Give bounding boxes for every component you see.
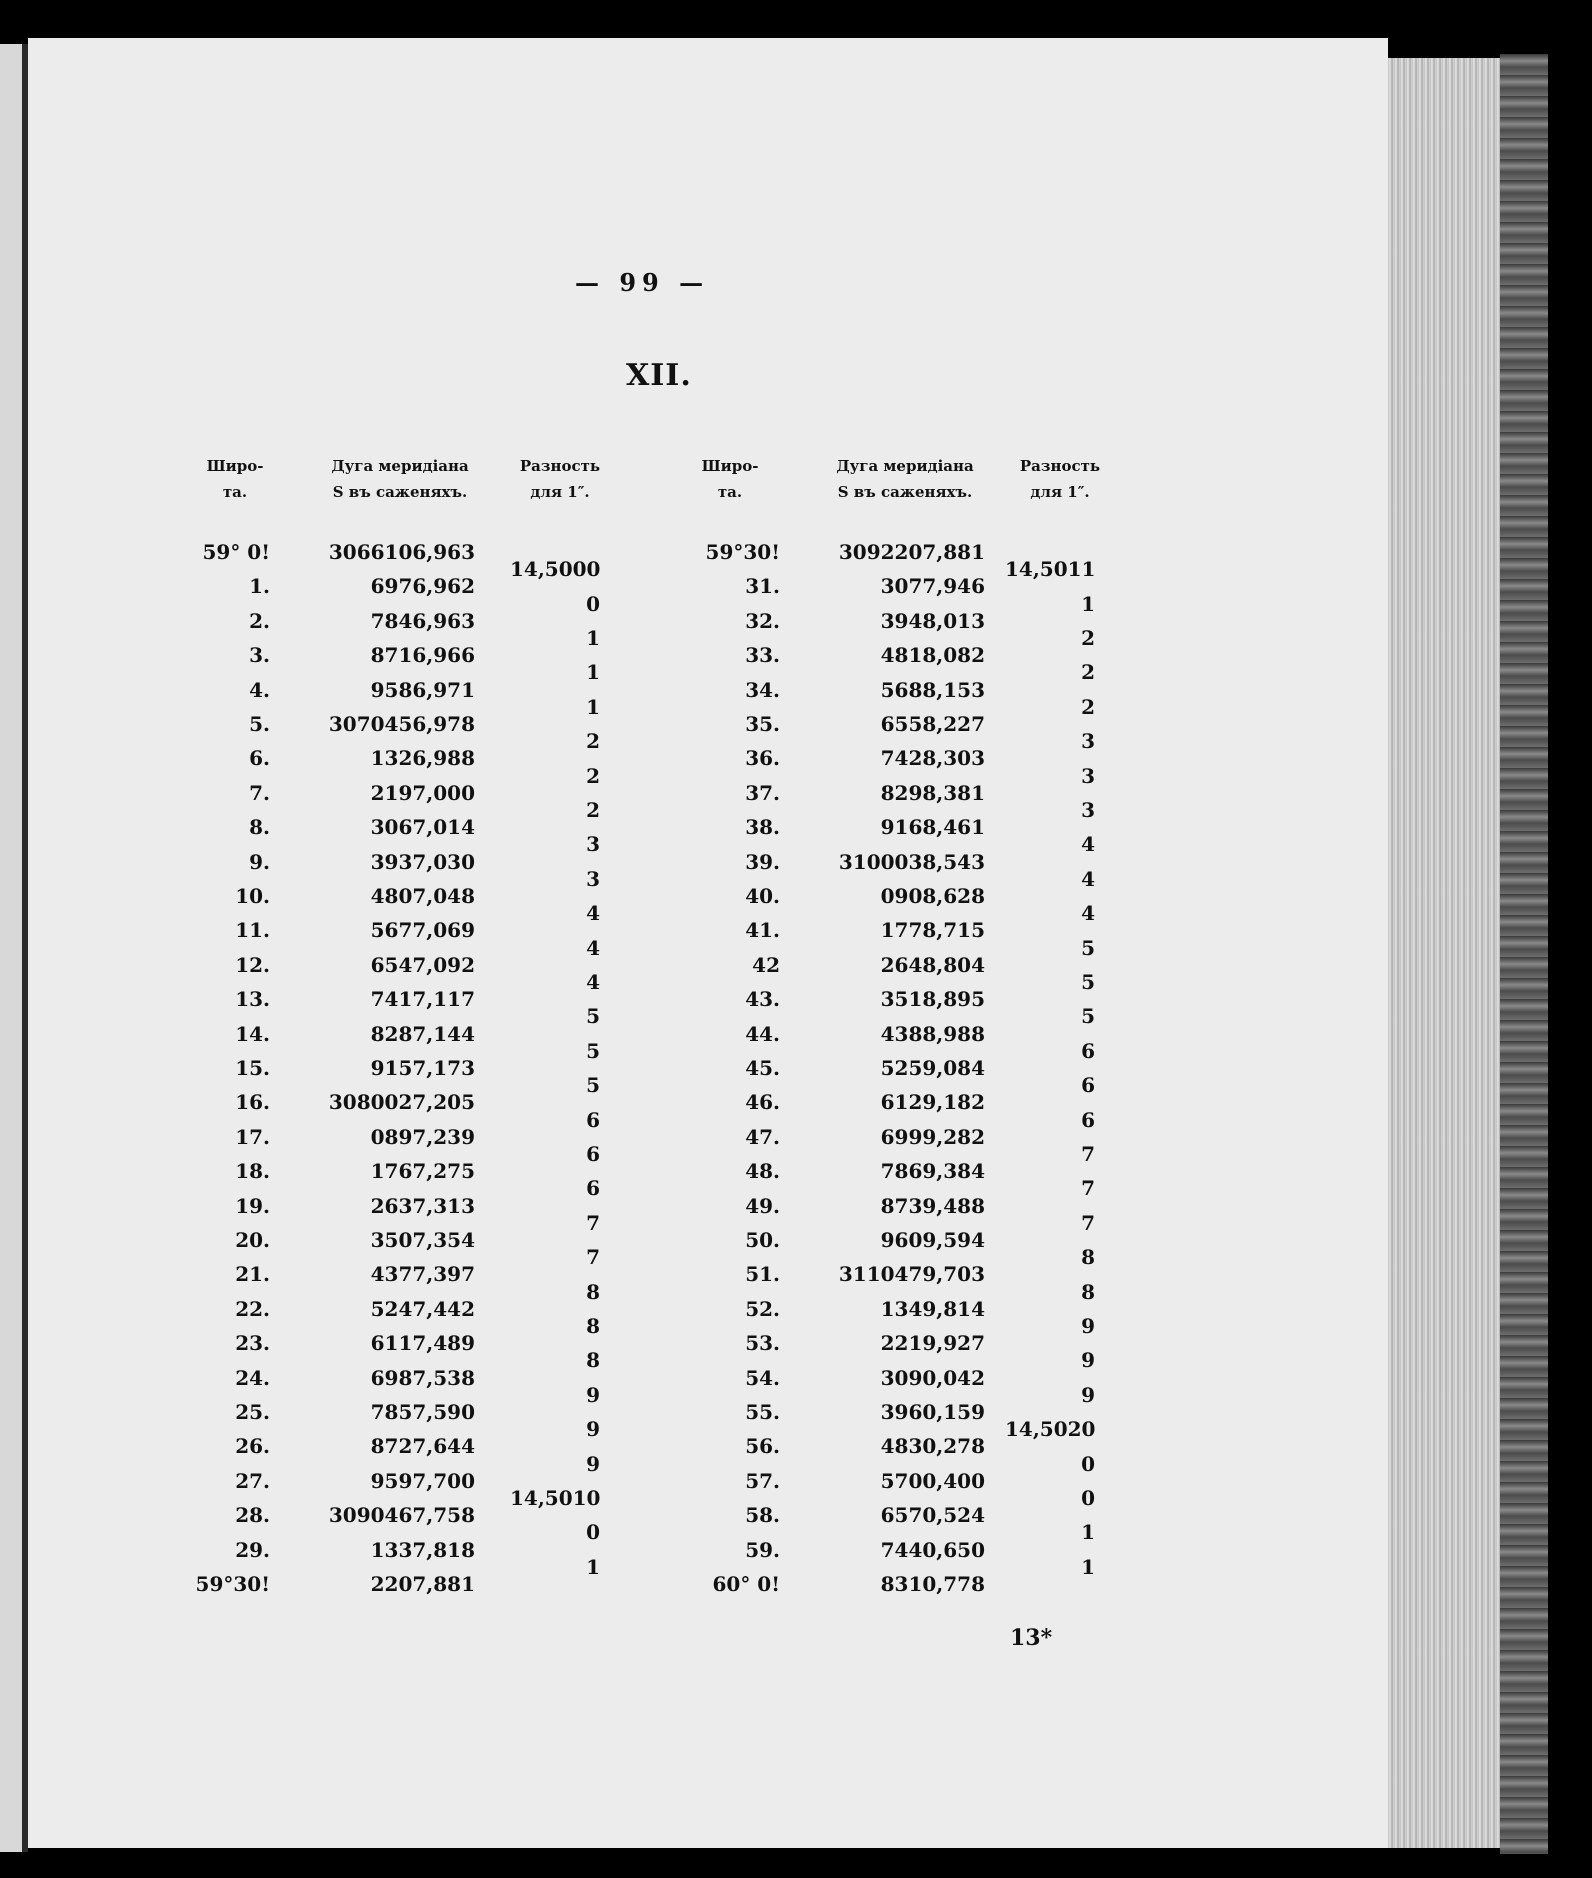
right-latitude-cell: 45. bbox=[745, 1056, 780, 1080]
left-latitude-cell: 16. bbox=[235, 1090, 270, 1115]
right-latitude-cell: 39. bbox=[745, 849, 780, 874]
left-difference-cell: 1 bbox=[586, 694, 600, 719]
left-arc-cell: 2197,000 bbox=[370, 780, 475, 805]
left-arc-cell: 3090467,758 bbox=[328, 1503, 475, 1528]
header-lat-right: Широ- та. bbox=[701, 457, 759, 501]
left-arc-cell: 6976,962 bbox=[370, 574, 475, 599]
right-arc-cell: 6570,524 bbox=[880, 1503, 985, 1528]
left-difference-cell: 6 bbox=[586, 1142, 600, 1166]
right-arc-cell: 7869,384 bbox=[880, 1159, 985, 1184]
right-difference-cell: 1 bbox=[1081, 591, 1095, 616]
right-latitude-cell: 38. bbox=[745, 815, 780, 840]
left-difference-cell: 6 bbox=[586, 1176, 600, 1201]
right-latitude-cell: 33. bbox=[745, 643, 780, 668]
right-latitude-cell: 35. bbox=[745, 712, 780, 736]
left-latitude-cell: 12. bbox=[235, 952, 270, 977]
right-latitude-cell: 47. bbox=[745, 1124, 780, 1149]
left-arc-cell: 3080027,205 bbox=[328, 1090, 475, 1115]
right-latitude-cell: 32. bbox=[745, 608, 780, 633]
left-arc-cell: 1337,818 bbox=[370, 1537, 475, 1562]
right-latitude-cell: 42 bbox=[752, 952, 780, 977]
right-latitude-cell: 41. bbox=[745, 918, 780, 943]
left-difference-cell: 14,5000 bbox=[510, 557, 601, 582]
left-arc-cell: 9157,173 bbox=[370, 1056, 475, 1080]
left-arc-cell: 3067,014 bbox=[370, 815, 475, 840]
right-arc-cell: 5688,153 bbox=[880, 677, 985, 702]
left-latitude-cell: 23. bbox=[235, 1331, 270, 1356]
right-latitude-cell: 56. bbox=[745, 1434, 780, 1459]
right-arc-cell: 8298,381 bbox=[880, 780, 985, 805]
right-latitude-cell: 48. bbox=[745, 1159, 780, 1184]
right-arc-cell: 3518,895 bbox=[880, 987, 985, 1012]
right-difference-cell: 0 bbox=[1081, 1451, 1095, 1476]
right-arc-cell: 8310,778 bbox=[880, 1572, 985, 1596]
right-arc-cell: 3077,946 bbox=[880, 574, 985, 599]
header-arc-left: Дуга меридіана S въ саженяхъ. bbox=[331, 457, 469, 501]
left-difference-cell: 2 bbox=[586, 763, 600, 788]
right-latitude-cell: 55. bbox=[745, 1400, 780, 1424]
left-latitude-cell: 59°30! bbox=[195, 1572, 270, 1596]
left-latitude-cell: 59° 0! bbox=[202, 540, 270, 564]
left-difference-cell: 1 bbox=[586, 1554, 600, 1579]
left-difference-cell: 0 bbox=[586, 591, 600, 616]
book-cover bbox=[1500, 54, 1548, 1854]
right-difference-cell: 14,5020 bbox=[1005, 1417, 1096, 1442]
right-latitude-cell: 52. bbox=[745, 1296, 780, 1321]
left-latitude-cell: 5. bbox=[249, 712, 270, 736]
left-arc-cell: 5247,442 bbox=[370, 1296, 475, 1321]
left-difference-cell: 8 bbox=[586, 1314, 600, 1338]
right-arc-cell: 3960,159 bbox=[880, 1400, 985, 1424]
right-difference-cell: 9 bbox=[1081, 1382, 1095, 1407]
left-latitude-cell: 14. bbox=[235, 1021, 270, 1046]
left-arc-cell: 9597,700 bbox=[370, 1468, 475, 1493]
right-latitude-cell: 34. bbox=[745, 677, 780, 702]
right-latitude-cell: 49. bbox=[745, 1193, 780, 1218]
right-latitude-cell: 60° 0! bbox=[712, 1572, 780, 1596]
left-latitude-cell: 27. bbox=[235, 1468, 270, 1493]
signature-mark: 13* bbox=[1010, 1625, 1053, 1651]
left-difference-cell: 4 bbox=[586, 901, 600, 926]
header-diff-right: Разность для 1″. bbox=[1019, 457, 1101, 501]
right-latitude-cell: 43. bbox=[745, 987, 780, 1012]
left-arc-cell: 1767,275 bbox=[370, 1159, 475, 1184]
left-difference-cell: 2 bbox=[586, 729, 600, 754]
right-arc-cell: 3092207,881 bbox=[838, 540, 985, 564]
left-arc-cell: 4807,048 bbox=[370, 884, 475, 908]
right-difference-cell: 5 bbox=[1081, 1004, 1095, 1029]
left-arc-cell: 4377,397 bbox=[370, 1262, 475, 1287]
right-difference-cell: 6 bbox=[1081, 1038, 1095, 1063]
right-latitude-cell: 54. bbox=[745, 1365, 780, 1390]
right-difference-cell: 7 bbox=[1081, 1176, 1095, 1201]
left-latitude-cell: 21. bbox=[235, 1262, 270, 1287]
right-arc-cell: 8739,488 bbox=[880, 1193, 985, 1218]
header-arc-right: Дуга меридіана S въ саженяхъ. bbox=[836, 457, 974, 501]
right-arc-cell: 1778,715 bbox=[880, 918, 985, 943]
left-latitude-cell: 2. bbox=[249, 608, 270, 633]
right-latitude-cell: 58. bbox=[745, 1503, 780, 1528]
left-difference-cell: 5 bbox=[586, 1004, 600, 1029]
left-arc-cell: 9586,971 bbox=[370, 677, 475, 702]
right-difference-cell: 4 bbox=[1081, 832, 1095, 857]
right-difference-cell: 1 bbox=[1081, 1520, 1095, 1545]
right-latitude-cell: 31. bbox=[745, 574, 780, 599]
right-difference-cell: 6 bbox=[1081, 1073, 1095, 1098]
left-difference-cell: 7 bbox=[586, 1245, 600, 1270]
right-arc-cell: 3100038,543 bbox=[838, 849, 985, 874]
right-arc-cell: 3110479,703 bbox=[838, 1262, 985, 1287]
left-latitude-cell: 24. bbox=[235, 1365, 270, 1390]
right-latitude-cell: 50. bbox=[745, 1228, 780, 1252]
left-arc-cell: 7846,963 bbox=[370, 608, 475, 633]
left-arc-cell: 0897,239 bbox=[370, 1124, 475, 1149]
left-arc-cell: 7417,117 bbox=[370, 987, 475, 1012]
left-arc-cell: 1326,988 bbox=[370, 746, 475, 771]
header-diff-left: Разность для 1″. bbox=[519, 457, 601, 501]
right-arc-cell: 3948,013 bbox=[880, 608, 985, 633]
right-arc-cell: 4818,082 bbox=[880, 643, 985, 668]
left-difference-cell: 4 bbox=[586, 935, 600, 960]
left-difference-cell: 8 bbox=[586, 1348, 600, 1373]
left-latitude-cell: 8. bbox=[249, 815, 270, 840]
right-latitude-cell: 51. bbox=[745, 1262, 780, 1287]
right-arc-cell: 4388,988 bbox=[880, 1021, 985, 1046]
left-latitude-cell: 13. bbox=[235, 987, 270, 1012]
left-difference-cell: 7 bbox=[586, 1210, 600, 1235]
right-difference-cell: 7 bbox=[1081, 1142, 1095, 1166]
left-arc-cell: 3066106,963 bbox=[328, 540, 475, 564]
right-arc-cell: 2648,804 bbox=[880, 952, 985, 977]
header-lat-left: Широ- та. bbox=[206, 457, 264, 501]
left-arc-cell: 8727,644 bbox=[370, 1434, 475, 1459]
page-number: — 99 — bbox=[575, 268, 710, 297]
left-difference-cell: 3 bbox=[586, 832, 600, 857]
right-arc-cell: 6129,182 bbox=[880, 1090, 985, 1115]
right-difference-cell: 2 bbox=[1081, 626, 1095, 650]
left-difference-cell: 5 bbox=[586, 1073, 600, 1098]
right-difference-cell: 5 bbox=[1081, 935, 1095, 960]
left-latitude-cell: 20. bbox=[235, 1228, 270, 1252]
left-difference-cell: 9 bbox=[586, 1417, 600, 1442]
right-latitude-cell: 36. bbox=[745, 746, 780, 771]
right-latitude-cell: 53. bbox=[745, 1331, 780, 1356]
section-title: XII. bbox=[626, 358, 692, 393]
right-arc-cell: 2219,927 bbox=[880, 1331, 985, 1356]
right-arc-cell: 9168,461 bbox=[880, 815, 985, 840]
left-latitude-cell: 28. bbox=[235, 1503, 270, 1528]
left-arc-cell: 3507,354 bbox=[370, 1228, 475, 1252]
right-difference-cell: 0 bbox=[1081, 1486, 1095, 1510]
right-arc-cell: 5700,400 bbox=[880, 1468, 985, 1493]
left-difference-cell: 14,5010 bbox=[510, 1486, 601, 1510]
right-arc-cell: 6558,227 bbox=[880, 712, 985, 736]
left-difference-cell: 4 bbox=[586, 970, 600, 994]
right-difference-cell: 8 bbox=[1081, 1245, 1095, 1270]
right-arc-cell: 1349,814 bbox=[880, 1296, 985, 1321]
right-difference-cell: 3 bbox=[1081, 729, 1095, 754]
right-difference-cell: 3 bbox=[1081, 763, 1095, 788]
right-arc-cell: 7440,650 bbox=[880, 1537, 985, 1562]
page-stack-edge bbox=[1388, 58, 1500, 1848]
left-difference-cell: 1 bbox=[586, 660, 600, 685]
right-latitude-cell: 59°30! bbox=[705, 540, 780, 564]
left-latitude-cell: 15. bbox=[235, 1056, 270, 1080]
right-arc-cell: 5259,084 bbox=[880, 1056, 985, 1080]
left-arc-cell: 3937,030 bbox=[370, 849, 475, 874]
left-latitude-cell: 4. bbox=[249, 677, 270, 702]
right-latitude-cell: 59. bbox=[745, 1537, 780, 1562]
left-difference-cell: 2 bbox=[586, 798, 600, 822]
left-latitude-cell: 25. bbox=[235, 1400, 270, 1424]
left-latitude-cell: 22. bbox=[235, 1296, 270, 1321]
left-arc-cell: 2637,313 bbox=[370, 1193, 475, 1218]
right-arc-cell: 9609,594 bbox=[880, 1228, 985, 1252]
right-arc-cell: 7428,303 bbox=[880, 746, 985, 771]
left-latitude-cell: 26. bbox=[235, 1434, 270, 1459]
left-latitude-cell: 29. bbox=[235, 1537, 270, 1562]
left-latitude-cell: 18. bbox=[235, 1159, 270, 1184]
left-latitude-cell: 19. bbox=[235, 1193, 270, 1218]
left-difference-cell: 6 bbox=[586, 1107, 600, 1132]
left-page-edge bbox=[0, 44, 22, 1852]
left-latitude-cell: 7. bbox=[249, 780, 270, 805]
right-latitude-cell: 44. bbox=[745, 1021, 780, 1046]
right-arc-cell: 0908,628 bbox=[880, 884, 985, 908]
left-difference-cell: 9 bbox=[586, 1451, 600, 1476]
left-difference-cell: 1 bbox=[586, 626, 600, 650]
left-difference-cell: 8 bbox=[586, 1279, 600, 1304]
right-difference-cell: 5 bbox=[1081, 970, 1095, 994]
left-arc-cell: 6987,538 bbox=[370, 1365, 475, 1390]
left-difference-cell: 5 bbox=[586, 1038, 600, 1063]
right-arc-cell: 4830,278 bbox=[880, 1434, 985, 1459]
right-difference-cell: 8 bbox=[1081, 1279, 1095, 1304]
right-difference-cell: 3 bbox=[1081, 798, 1095, 822]
right-latitude-cell: 40. bbox=[745, 884, 780, 908]
right-difference-cell: 4 bbox=[1081, 901, 1095, 926]
right-arc-cell: 3090,042 bbox=[880, 1365, 985, 1390]
left-latitude-cell: 3. bbox=[249, 643, 270, 668]
left-arc-cell: 7857,590 bbox=[370, 1400, 475, 1424]
right-latitude-cell: 37. bbox=[745, 780, 780, 805]
left-arc-cell: 6547,092 bbox=[370, 952, 475, 977]
right-difference-cell: 6 bbox=[1081, 1107, 1095, 1132]
left-difference-cell: 3 bbox=[586, 866, 600, 891]
right-difference-cell: 9 bbox=[1081, 1314, 1095, 1338]
left-arc-cell: 2207,881 bbox=[370, 1572, 475, 1596]
right-difference-cell: 14,5011 bbox=[1005, 557, 1096, 582]
left-latitude-cell: 10. bbox=[235, 884, 270, 908]
right-latitude-cell: 57. bbox=[745, 1468, 780, 1493]
right-difference-cell: 4 bbox=[1081, 866, 1095, 891]
right-difference-cell: 7 bbox=[1081, 1210, 1095, 1235]
left-difference-cell: 9 bbox=[586, 1382, 600, 1407]
left-latitude-cell: 9. bbox=[249, 849, 270, 874]
right-difference-cell: 1 bbox=[1081, 1554, 1095, 1579]
left-latitude-cell: 17. bbox=[235, 1124, 270, 1149]
left-latitude-cell: 6. bbox=[249, 746, 270, 771]
right-difference-cell: 2 bbox=[1081, 660, 1095, 685]
right-arc-cell: 6999,282 bbox=[880, 1124, 985, 1149]
left-difference-cell: 0 bbox=[586, 1520, 600, 1545]
left-arc-cell: 6117,489 bbox=[370, 1331, 475, 1356]
right-latitude-cell: 46. bbox=[745, 1090, 780, 1115]
right-difference-cell: 2 bbox=[1081, 694, 1095, 719]
left-arc-cell: 5677,069 bbox=[370, 918, 475, 943]
left-arc-cell: 8287,144 bbox=[370, 1021, 475, 1046]
right-difference-cell: 9 bbox=[1081, 1348, 1095, 1373]
left-latitude-cell: 11. bbox=[235, 918, 270, 943]
left-arc-cell: 8716,966 bbox=[370, 643, 475, 668]
left-arc-cell: 3070456,978 bbox=[328, 712, 475, 736]
left-latitude-cell: 1. bbox=[249, 574, 270, 599]
